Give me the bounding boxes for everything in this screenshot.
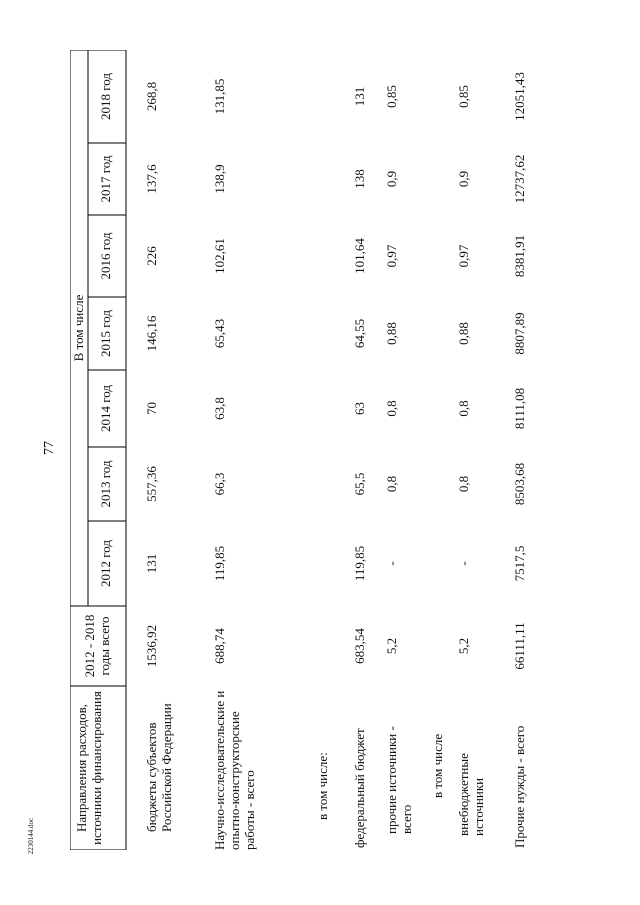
- header-year-2014: 2014 год: [98, 385, 113, 432]
- row-value: 131: [144, 553, 159, 574]
- row-value: 119,85: [352, 545, 367, 582]
- row-value: 0,8: [456, 400, 471, 417]
- row-total: 66111,11: [512, 622, 527, 670]
- row-value: 0,8: [384, 475, 399, 493]
- row-label: Научно-исследовательские и опытно-конструкторские работы - всего: [212, 690, 257, 850]
- header-year-2013: 2013 год: [98, 460, 113, 508]
- row-value: 0,9: [456, 170, 471, 188]
- row-value: -: [456, 561, 471, 566]
- row-value: 70: [144, 402, 159, 415]
- row-value: 65,43: [212, 318, 227, 349]
- row-value: 119,85: [212, 545, 227, 582]
- row-value: 101,64: [352, 238, 367, 274]
- row-value: 138,9: [212, 164, 227, 194]
- header-year-2018: 2018 год: [98, 73, 113, 120]
- row-label: внебюджетные источники: [456, 753, 486, 836]
- row-value: 0,8: [384, 400, 399, 417]
- row-value: 7517,5: [512, 545, 527, 582]
- header-year-2016: 2016 год: [98, 232, 113, 280]
- row-value: 8381,91: [512, 234, 527, 278]
- row-value: 137,6: [144, 164, 159, 194]
- row-value: 0,97: [384, 244, 399, 268]
- row-value: 64,55: [352, 318, 367, 349]
- row-value: 12051,43: [512, 72, 527, 121]
- row-value: 12737,62: [512, 154, 527, 204]
- header-year-2012: 2012 год: [98, 540, 113, 587]
- row-value: 0,9: [384, 170, 399, 188]
- header-year-2015: 2015 год: [98, 310, 113, 357]
- row-value: 8503,68: [512, 462, 527, 506]
- row-value: 138: [352, 169, 367, 189]
- rotated-table: [70, 50, 540, 850]
- row-total: 1536,92: [144, 624, 159, 668]
- row-value: 8807,89: [512, 312, 527, 355]
- row-label: в том числе: [430, 733, 445, 798]
- row-value: -: [384, 561, 399, 566]
- row-total: 683,54: [352, 628, 367, 664]
- header-year-2017: 2017 год: [98, 155, 113, 203]
- row-label: в том числе:: [315, 752, 330, 820]
- row-total: 688,74: [212, 628, 227, 664]
- row-value: 557,36: [144, 466, 159, 502]
- row-value: 66,3: [212, 472, 227, 496]
- row-label: Прочие нужды - всего: [512, 725, 527, 848]
- row-label: бюджеты субъектов Российской Федерации: [144, 703, 174, 832]
- row-value: 131,85: [212, 78, 227, 115]
- row-value: 146,16: [144, 315, 159, 352]
- row-total: 5,2: [456, 637, 471, 655]
- row-value: 65,5: [352, 472, 367, 496]
- page-number: 77: [42, 441, 57, 455]
- row-value: 0,88: [384, 322, 399, 345]
- row-value: 102,61: [212, 238, 227, 274]
- header-in-that: В том числе: [71, 294, 86, 362]
- row-label: федеральный бюджет: [352, 728, 367, 848]
- row-value: 63: [352, 402, 367, 415]
- row-value: 226: [144, 246, 159, 266]
- row-value: 268,8: [144, 81, 159, 112]
- row-value: 0,85: [384, 85, 399, 108]
- row-total: 5,2: [384, 637, 399, 655]
- row-value: 63,8: [212, 397, 227, 420]
- header-direction: Направления расходов, источники финансирования: [74, 691, 104, 845]
- row-value: 0,88: [456, 322, 471, 345]
- row-value: 0,97: [456, 244, 471, 268]
- row-label: прочие источники - всего: [384, 726, 414, 834]
- row-value: 8111,08: [512, 387, 527, 430]
- file-name: 2230144.doc: [27, 817, 35, 855]
- header-total: 2012 - 2018 годы всего: [82, 614, 112, 678]
- row-value: 131: [352, 86, 367, 107]
- row-value: 0,85: [456, 85, 471, 108]
- row-value: 0,8: [456, 475, 471, 493]
